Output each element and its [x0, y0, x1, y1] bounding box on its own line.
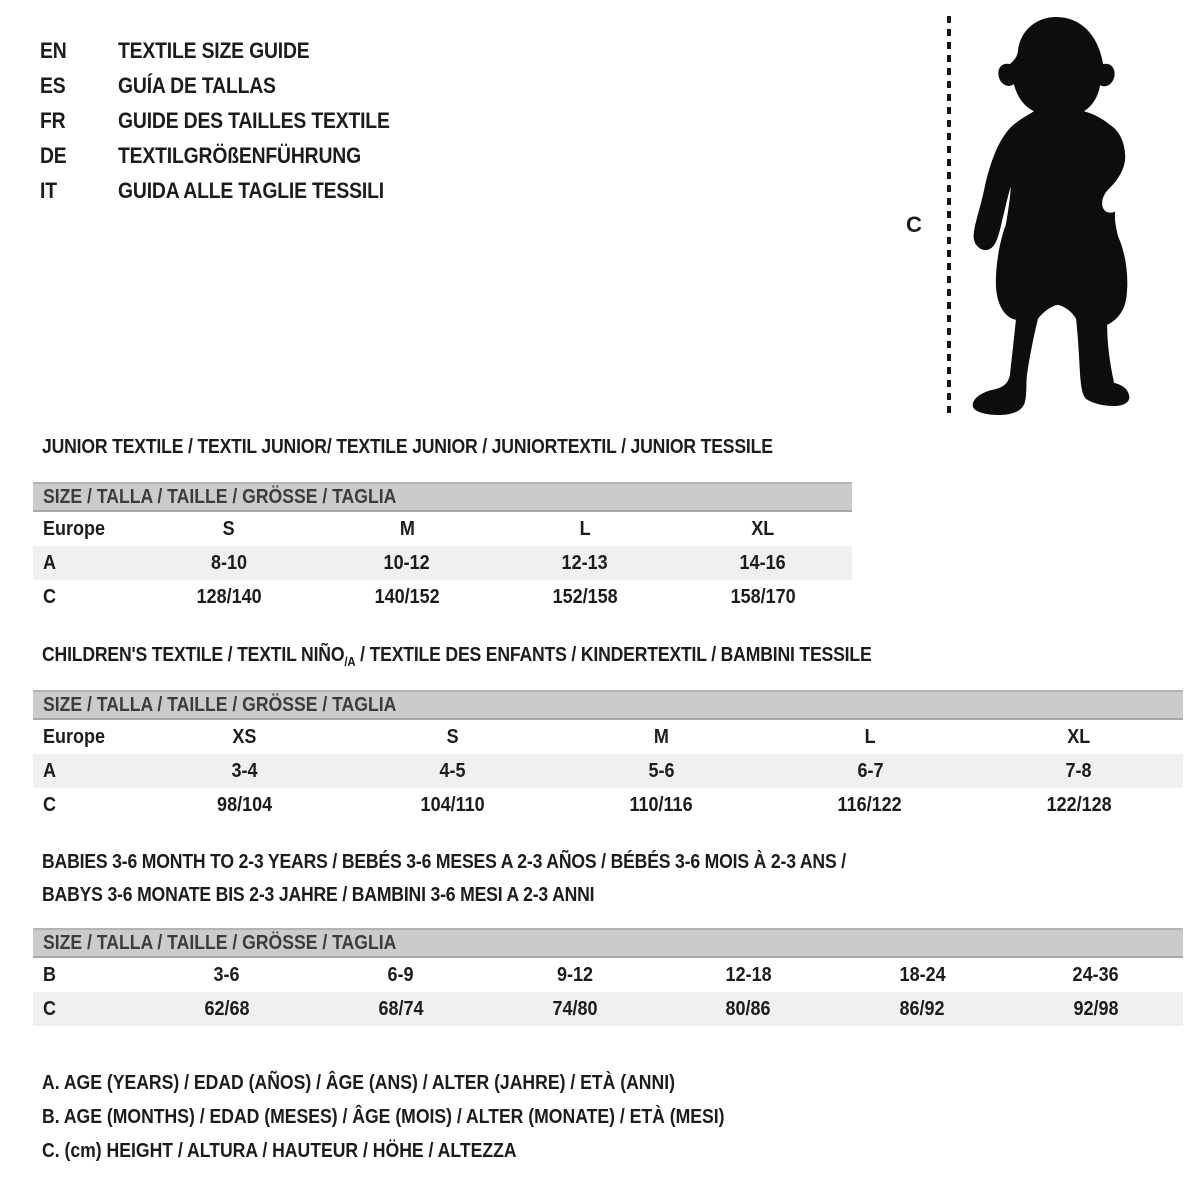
size-header-label: SIZE / TALLA / TAILLE / GRÖSSE / TAGLIA — [43, 485, 397, 508]
age-cell: 12-18 — [725, 963, 772, 986]
language-code-text: IT — [40, 177, 57, 203]
row-label: B — [43, 963, 57, 986]
toddler-silhouette — [963, 14, 1135, 420]
table-row-age — [33, 754, 1183, 788]
language-code — [40, 73, 118, 99]
age-cell: 24-36 — [1073, 963, 1120, 986]
guide-title: GUIDA ALLE TAGLIE TESSILI — [118, 177, 384, 203]
size-cell: XS — [232, 725, 257, 748]
age-cell: 10-12 — [383, 551, 431, 574]
legend — [42, 1066, 818, 1168]
language-row — [40, 33, 427, 68]
height-cell: 116/122 — [838, 793, 903, 816]
height-cell: 98/104 — [216, 793, 272, 816]
age-cell: 14-16 — [739, 551, 787, 574]
language-code-text: DE — [40, 142, 67, 168]
babies-title-line1: BABIES 3-6 MONTH TO 2-3 YEARS / BEBÉS 3-6 MESES A 2-3 AÑOS / BÉBÉS 3-6 MOIS À 2-3 ANS / — [42, 851, 846, 873]
height-cell: 152/158 — [552, 585, 618, 608]
row-label: A — [43, 551, 57, 574]
size-header-label: SIZE / TALLA / TAILLE / GRÖSSE / TAGLIA — [43, 693, 397, 716]
babies-title-line2: BABYS 3-6 MONATE BIS 2-3 JAHRE / BAMBINI 3-6 MESI A 2-3 ANNI — [42, 884, 595, 906]
table-row-europe — [33, 720, 1183, 754]
size-cell: S — [446, 725, 459, 748]
junior-section-title-text: JUNIOR TEXTILE / TEXTIL JUNIOR/ TEXTILE JUNIOR / JUNIORTEXTIL / JUNIOR TESSILE — [42, 436, 773, 458]
babies-size-table — [33, 928, 1183, 1026]
age-cell: 12-13 — [561, 551, 609, 574]
language-code — [40, 108, 118, 134]
table-row-height — [33, 580, 852, 614]
height-cell: 74/80 — [552, 997, 598, 1020]
size-cell: M — [653, 725, 669, 748]
table-row-height — [33, 992, 1183, 1026]
size-cell: L — [864, 725, 876, 748]
language-code-text: EN — [40, 37, 67, 63]
language-code — [40, 38, 118, 64]
size-header-bar — [33, 482, 852, 512]
age-cell: 4-5 — [439, 759, 466, 782]
size-cell: S — [222, 517, 236, 540]
guide-title: TEXTILE SIZE GUIDE — [118, 37, 310, 63]
guide-title: GUÍA DE TALLAS — [118, 72, 276, 98]
height-measure-line — [947, 16, 951, 418]
table-row-age-months — [33, 958, 1183, 992]
table-row-height — [33, 788, 1183, 822]
language-row — [40, 103, 427, 138]
language-row — [40, 68, 427, 103]
age-cell: 3-6 — [213, 963, 240, 986]
height-cell: 104/110 — [420, 793, 485, 816]
table-row-age — [33, 546, 852, 580]
height-cell: 128/140 — [196, 585, 262, 608]
row-label: Europe — [43, 725, 106, 748]
height-cell: 62/68 — [204, 997, 250, 1020]
legend-line-c: C. (cm) HEIGHT / ALTURA / HAUTEUR / HÖHE / ALTEZZA — [42, 1140, 517, 1162]
row-label: A — [43, 759, 57, 782]
height-cell: 158/170 — [730, 585, 796, 608]
height-cell: 110/116 — [629, 793, 694, 816]
size-header-label: SIZE / TALLA / TAILLE / GRÖSSE / TAGLIA — [43, 931, 397, 954]
size-cell: L — [579, 517, 591, 540]
height-measure-label: C — [906, 212, 922, 237]
age-cell: 7-8 — [1065, 759, 1092, 782]
row-label: Europe — [43, 517, 106, 540]
size-cell: XL — [1067, 725, 1091, 748]
legend-line-a: A. AGE (YEARS) / EDAD (AÑOS) / ÂGE (ANS) / ALTER (JAHRE) / ETÀ (ANNI) — [42, 1072, 675, 1094]
children-size-table — [33, 690, 1183, 822]
size-cell: XL — [751, 517, 775, 540]
nino-a-subscript: /A — [344, 654, 356, 669]
age-cell: 18-24 — [899, 963, 946, 986]
age-cell: 6-7 — [857, 759, 884, 782]
age-cell: 5-6 — [648, 759, 675, 782]
guide-title: TEXTILGRÖßENFÜHRUNG — [118, 142, 361, 168]
age-cell: 9-12 — [556, 963, 593, 986]
junior-section-title — [42, 436, 872, 459]
height-cell: 86/92 — [899, 997, 945, 1020]
table-row-europe — [33, 512, 852, 546]
junior-size-table — [33, 482, 852, 614]
size-header-bar — [33, 690, 1183, 720]
height-cell: 68/74 — [378, 997, 424, 1020]
age-cell: 3-4 — [231, 759, 258, 782]
guide-title: GUIDE DES TAILLES TEXTILE — [118, 107, 390, 133]
language-row — [40, 138, 427, 173]
legend-line-b: B. AGE (MONTHS) / EDAD (MESES) / ÂGE (MOIS) / ALTER (MONATE) / ETÀ (MESI) — [42, 1106, 725, 1128]
age-cell: 6-9 — [387, 963, 414, 986]
height-cell: 80/86 — [725, 997, 771, 1020]
language-code — [40, 178, 118, 204]
size-header-bar — [33, 928, 1183, 958]
children-section-title-text: CHILDREN'S TEXTILE / TEXTIL $NIÑO_{/A}$ / TEXTILE DES ENFANTS / KINDERTEXTIL / BAMBINI TESSILE — [42, 644, 872, 669]
language-code — [40, 143, 118, 169]
age-cell: 8-10 — [210, 551, 248, 574]
language-code-text: FR — [40, 107, 66, 133]
row-label: C — [43, 793, 57, 816]
height-cell: 92/98 — [1073, 997, 1119, 1020]
language-title-list — [40, 33, 427, 208]
language-row — [40, 173, 427, 208]
row-label: C — [43, 997, 57, 1020]
babies-section-title — [42, 846, 956, 912]
size-cell: M — [399, 517, 415, 540]
row-label: C — [43, 585, 57, 608]
language-code-text: ES — [40, 72, 66, 98]
children-section-title — [42, 644, 985, 669]
height-cell: 122/128 — [1046, 793, 1112, 816]
height-cell: 140/152 — [374, 585, 440, 608]
